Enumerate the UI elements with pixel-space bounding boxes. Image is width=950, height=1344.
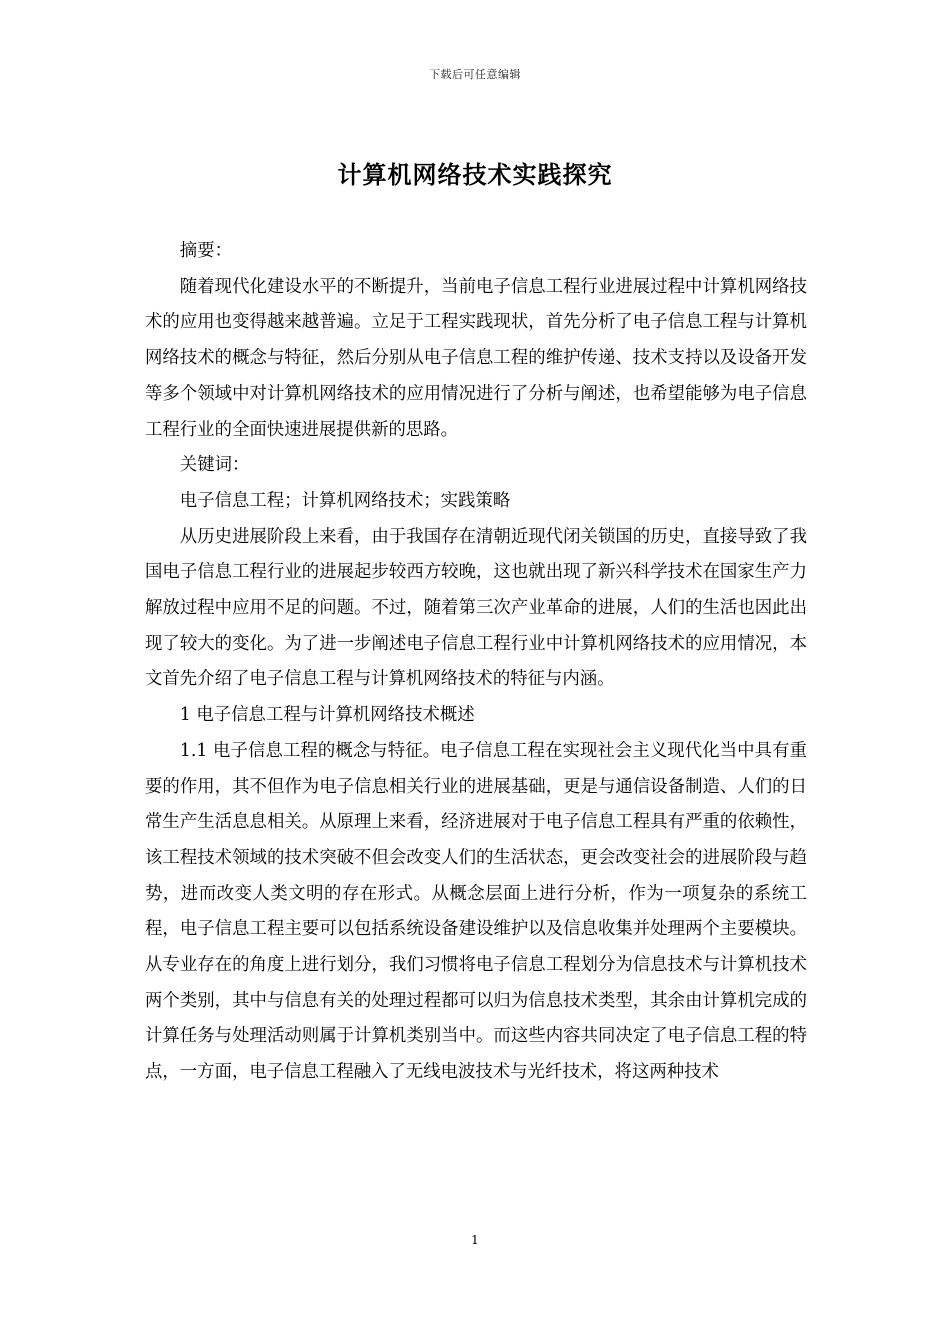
keywords-label: 关键词：	[179, 455, 250, 476]
abstract-paragraph: 随着现代化建设水平的不断提升，当前电子信息工程行业进展过程中计算机网络技术的应用也变得越来越普遍。立足于工程实践现状，首先分析了电子信息工程与计算机网络技术的概念与特征，然后分别从电子信息工程的维护传递、技术支持以及设备开发等多个领域中对计算机网络技术的应用情况进行了分析与阐述，也希望能够为电子信息工程行业的全面快速进展提供新的思路。	[145, 276, 807, 440]
keywords-paragraph: 电子信息工程；计算机网络技术；实践策略	[179, 490, 511, 511]
section-heading: 1 电子信息工程与计算机网络技术概述	[179, 705, 475, 726]
document-body	[145, 234, 807, 1091]
header-note: 下载后可任意编辑	[429, 68, 521, 81]
document-title: 计算机网络技术实践探究	[337, 160, 613, 189]
abstract-label: 摘要：	[179, 241, 232, 261]
intro-paragraph: 从历史进展阶段上来看，由于我国存在清朝近现代闭关锁国的历史，直接导致了我国电子信息工程行业的进展起步较西方较晚，这也就出现了新兴科学技术在国家生产力解放过程中应用不足的问题。不过，随着第三次产业革命的进展，人们的生活也因此出现了较大的变化。为了进一步阐述电子信息工程行业中计算机网络技术的应用情况，本文首先介绍了电子信息工程与计算机网络技术的特征与内涵。	[145, 526, 807, 690]
section-1-1-paragraph: 1.1 电子信息工程的概念与特征。电子信息工程在实现社会主义现代化当中具有重要的作用，其不但作为电子信息相关行业的进展基础，更是与通信设备制造、人们的日常生产生活息息相关。从原理上来看，经济进展对于电子信息工程具有严重的依赖性，该工程技术领域的技术突破不但会改变人们的生活状态，更会改变社会的进展阶段与趋势，进而改变人类文明的存在形式。从概念层面上进行分析，作为一项复杂的系统工程，电子信息工程主要可以包括系统设备建设维护以及信息收集并处理两个主要模块。从专业存在的角度上进行划分，我们习惯将电子信息工程划分为信息技术与计算机技术两个类别，其中与信息有关的处理过程都可以归为信息技术类型，其余由计算机完成的计算任务与处理活动则属于计算机类别当中。而这些内容共同决定了电子信息工程的特点，一方面，电子信息工程融入了无线电波技术与光纤技术，将这两种技术	[145, 740, 807, 1083]
page-number: 1	[471, 1233, 479, 1247]
